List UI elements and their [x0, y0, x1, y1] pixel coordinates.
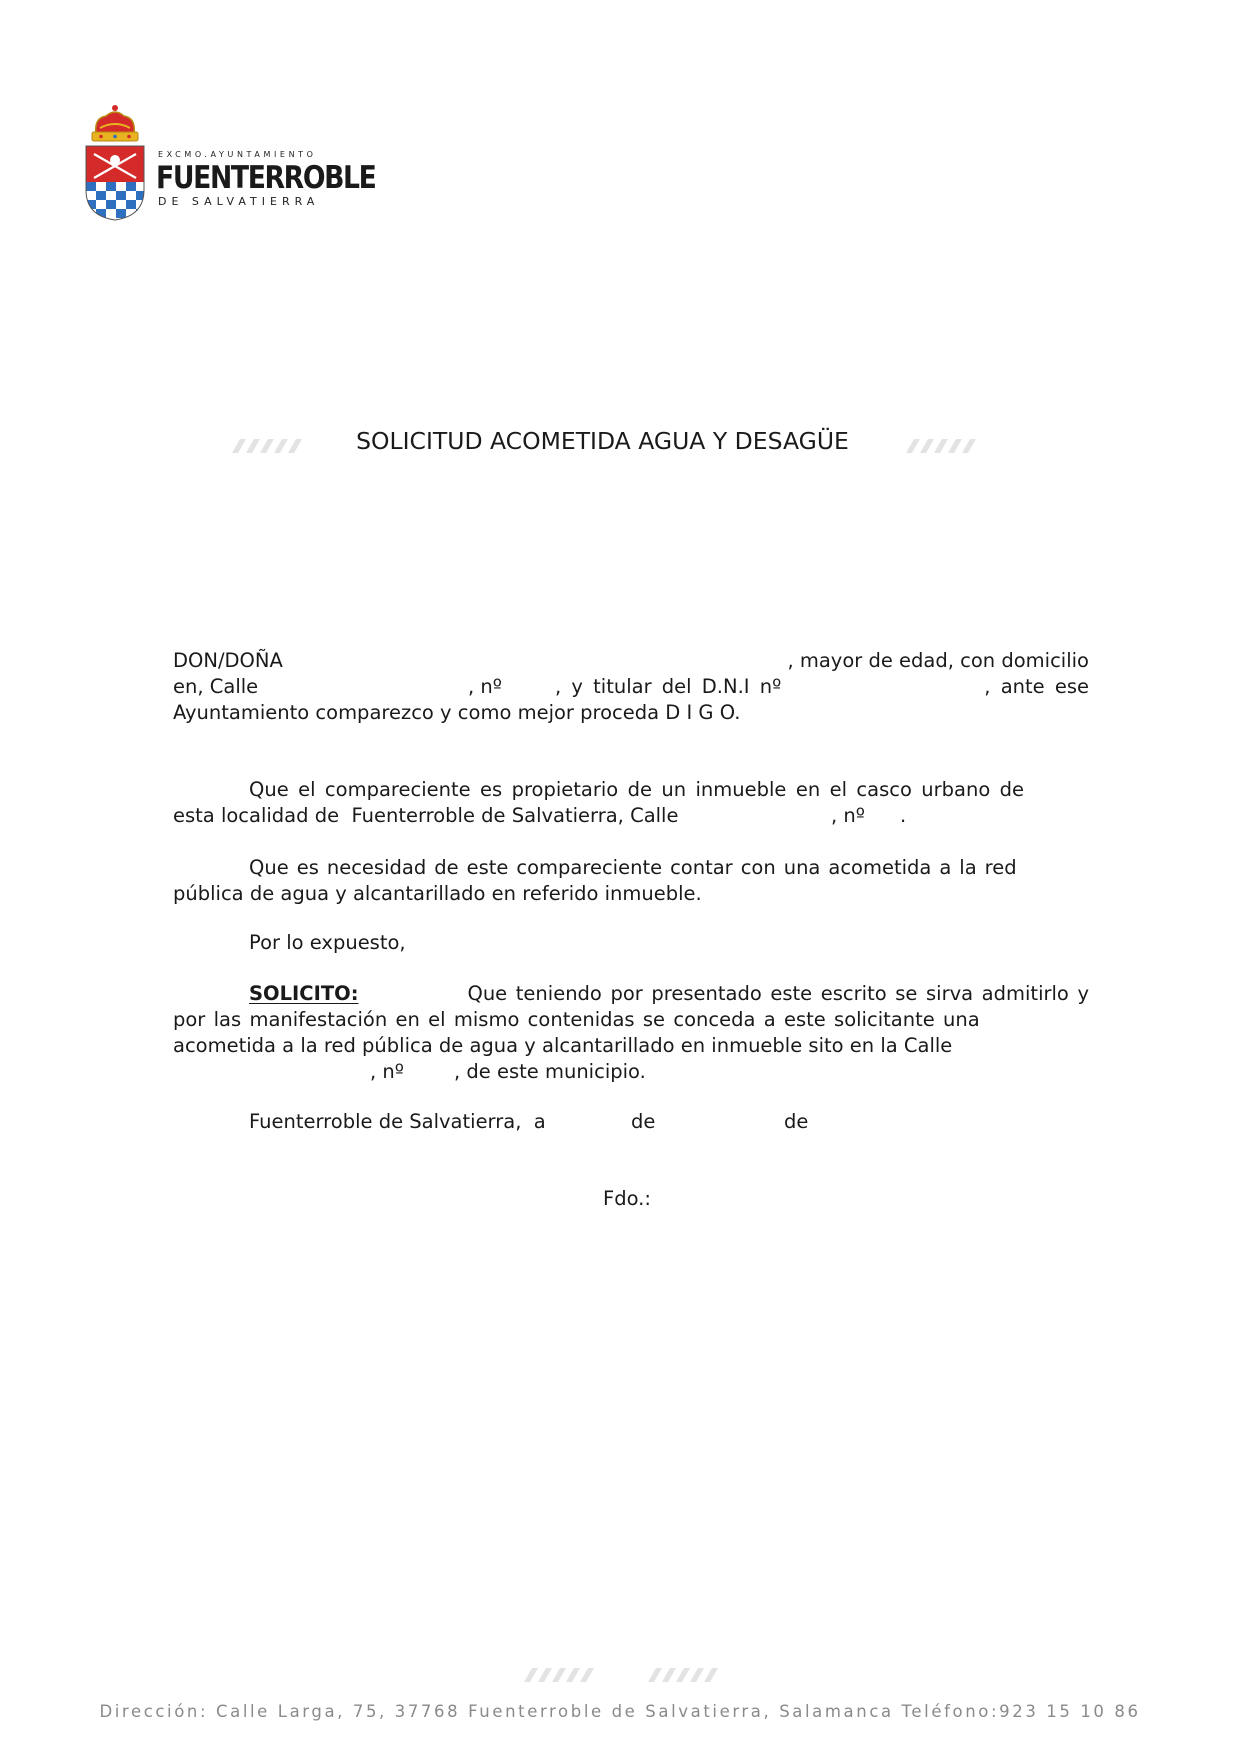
logo-place: DE SALVATIERRA	[158, 195, 320, 208]
document-title: SOLICITUD ACOMETIDA AGUA Y DESAGÜE	[356, 427, 849, 455]
municipality-logo	[84, 104, 376, 222]
paragraph-2-line-1	[249, 777, 1089, 803]
footer-address: Dirección: Calle Larga, 75, 37768 Fuenterroble de Salvatierra, Salamanca Teléfono:923 15 10 86	[99, 1702, 1141, 1721]
footer-left-stripes-icon	[518, 1668, 598, 1682]
numero-label-2: , nº	[831, 804, 865, 827]
paragraph-5-line-2: por las manifestación en el mismo contenidas se conceda a este solicitante una	[173, 1008, 980, 1031]
numero-label-3: , nº	[370, 1060, 404, 1083]
date-de-1: de	[631, 1110, 656, 1133]
signature-label: Fdo.:	[603, 1187, 651, 1210]
logo-subtitle: EXCMO.AYUNTAMIENTO	[158, 150, 317, 159]
calle-label: en, Calle	[173, 675, 259, 698]
paragraph-2-line-1-text: Que el compareciente es propietario de un inmueble en el casco urbano de	[249, 778, 1025, 801]
date-place-text: Fuenterroble de Salvatierra, a	[249, 1110, 546, 1133]
de-este-municipio-text: , de este municipio.	[454, 1060, 646, 1083]
coat-of-arms-icon	[84, 104, 146, 222]
ante-ese-text: , ante ese	[984, 675, 1089, 698]
don-dona-label: DON/DOÑA	[173, 649, 283, 672]
date-de-2: de	[784, 1110, 809, 1133]
localidad-text: esta localidad de Fuenterroble de Salvatierra, Calle	[173, 804, 679, 827]
paragraph-3-line-1: Que es necesidad de este compareciente contar con una acometida a la red	[249, 856, 1017, 879]
footer-right-stripes-icon	[642, 1668, 722, 1682]
mayor-de-edad-text: , mayor de edad, con domicilio	[787, 649, 1089, 672]
numero-label: , nº	[468, 675, 502, 698]
por-lo-expuesto: Por lo expuesto,	[249, 931, 406, 954]
paragraph-1-line-1	[173, 648, 1089, 674]
paragraph-3-line-2: pública de agua y alcantarillado en referido inmueble.	[173, 882, 702, 905]
document-title-row	[0, 427, 1240, 457]
paragraph-1-line-3: Ayuntamiento comparezco y como mejor proceda D I G O.	[173, 701, 741, 724]
title-right-stripes-icon	[900, 439, 980, 453]
dni-label: , y titular del D.N.I nº	[555, 675, 782, 698]
paragraph-5-line-3: acometida a la red pública de agua y alcantarillado en inmueble sito en la Calle	[173, 1034, 953, 1057]
solicito-label: SOLICITO:	[249, 982, 359, 1005]
period-mark: .	[900, 804, 907, 827]
paragraph-5-line-1-text: Que teniendo por presentado este escrito se sirva admitirlo y	[467, 982, 1089, 1005]
logo-name: FUENTERROBLE	[156, 160, 376, 196]
